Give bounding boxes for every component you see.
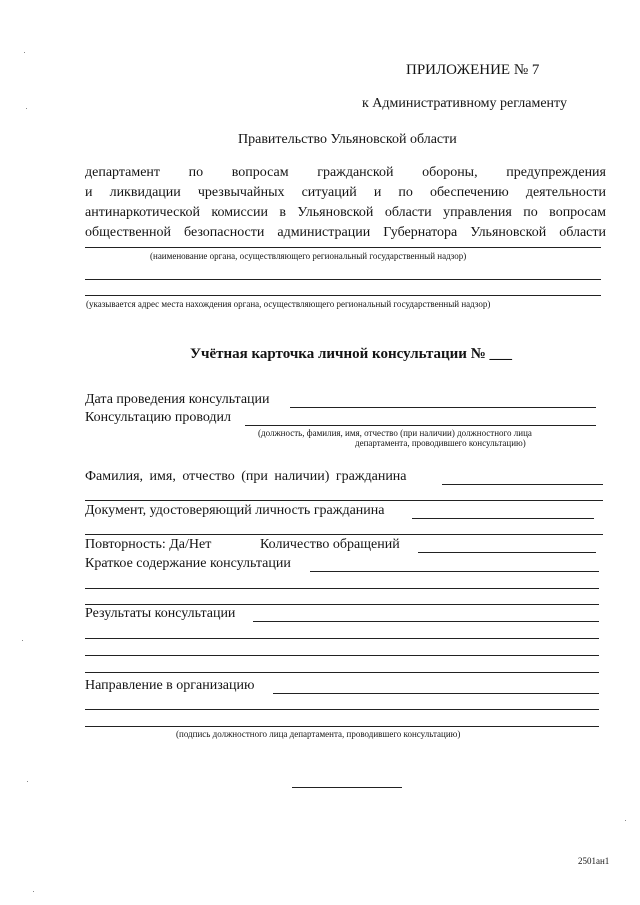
scan-speck [27, 781, 28, 782]
results-label: Результаты консультации [85, 606, 236, 621]
scan-speck [33, 891, 34, 892]
summary-line-3[interactable] [85, 604, 599, 605]
department-line-3: антинаркотической комиссии в Ульяновской области управления по вопросам [85, 205, 606, 220]
consultant-field-line[interactable] [245, 425, 596, 426]
consultant-caption-1: (должность, фамилия, имя, отчество (при наличии) должностного лица [258, 428, 532, 438]
citizen-name-extra-line[interactable] [85, 500, 603, 501]
bottom-short-line [292, 787, 402, 788]
summary-label: Краткое содержание консультации [85, 556, 291, 571]
scan-speck [625, 820, 626, 821]
referral-field-line[interactable] [273, 693, 599, 694]
document-field-line[interactable] [412, 518, 594, 519]
organ-name-line [85, 247, 601, 248]
results-line-3[interactable] [85, 655, 599, 656]
address-caption: (указывается адрес места нахождения органа, осуществляющего региональный государственный надзор) [86, 299, 491, 309]
department-line-4: общественной безопасности администрации Губернатора Ульяновской области [85, 225, 606, 240]
results-line-2[interactable] [85, 638, 599, 639]
consultant-label: Консультацию проводил [85, 410, 232, 425]
document-label: Документ, удостоверяющий личность гражданина [85, 503, 385, 518]
address-line-2 [85, 295, 601, 296]
regulation-reference: к Административному регламенту [362, 96, 567, 111]
results-field-line[interactable] [253, 621, 599, 622]
document-code: 2501ан1 [578, 856, 610, 866]
signature-caption: (подпись должностного лица департамента, проводившего консультацию) [176, 729, 461, 739]
address-line-1 [85, 279, 601, 280]
citizen-name-field-line[interactable] [442, 484, 603, 485]
document-extra-line[interactable] [85, 534, 603, 535]
count-field-line[interactable] [418, 552, 596, 553]
date-label: Дата проведения консультации [85, 392, 270, 407]
scan-speck [24, 52, 25, 53]
government-name: Правительство Ульяновской области [238, 132, 457, 147]
date-field-line[interactable] [290, 407, 596, 408]
scan-speck [26, 108, 27, 109]
signature-line[interactable] [85, 726, 599, 727]
department-line-2: и ликвидации чрезвычайных ситуаций и по обеспечению деятельности [85, 185, 606, 200]
consultant-caption-2: департамента, проводившего консультацию) [355, 438, 526, 448]
results-line-4[interactable] [85, 672, 599, 673]
summary-field-line[interactable] [310, 571, 599, 572]
summary-line-2[interactable] [85, 588, 599, 589]
count-label: Количество обращений [260, 537, 400, 552]
referral-line-2[interactable] [85, 709, 599, 710]
department-line-1: департамент по вопросам гражданской обороны, предупреждения [85, 165, 606, 180]
organ-caption: (наименование органа, осуществляющего региональный государственный надзор) [150, 251, 467, 261]
referral-label: Направление в организацию [85, 678, 255, 693]
scan-speck [22, 640, 23, 641]
card-title: Учётная карточка личной консультации № ___ [190, 346, 513, 362]
repeat-label: Повторность: Да/Нет [85, 537, 212, 552]
appendix-number: ПРИЛОЖЕНИЕ № 7 [406, 62, 540, 78]
citizen-name-label: Фамилия, имя, отчество (при наличии) гражданина [85, 469, 407, 484]
